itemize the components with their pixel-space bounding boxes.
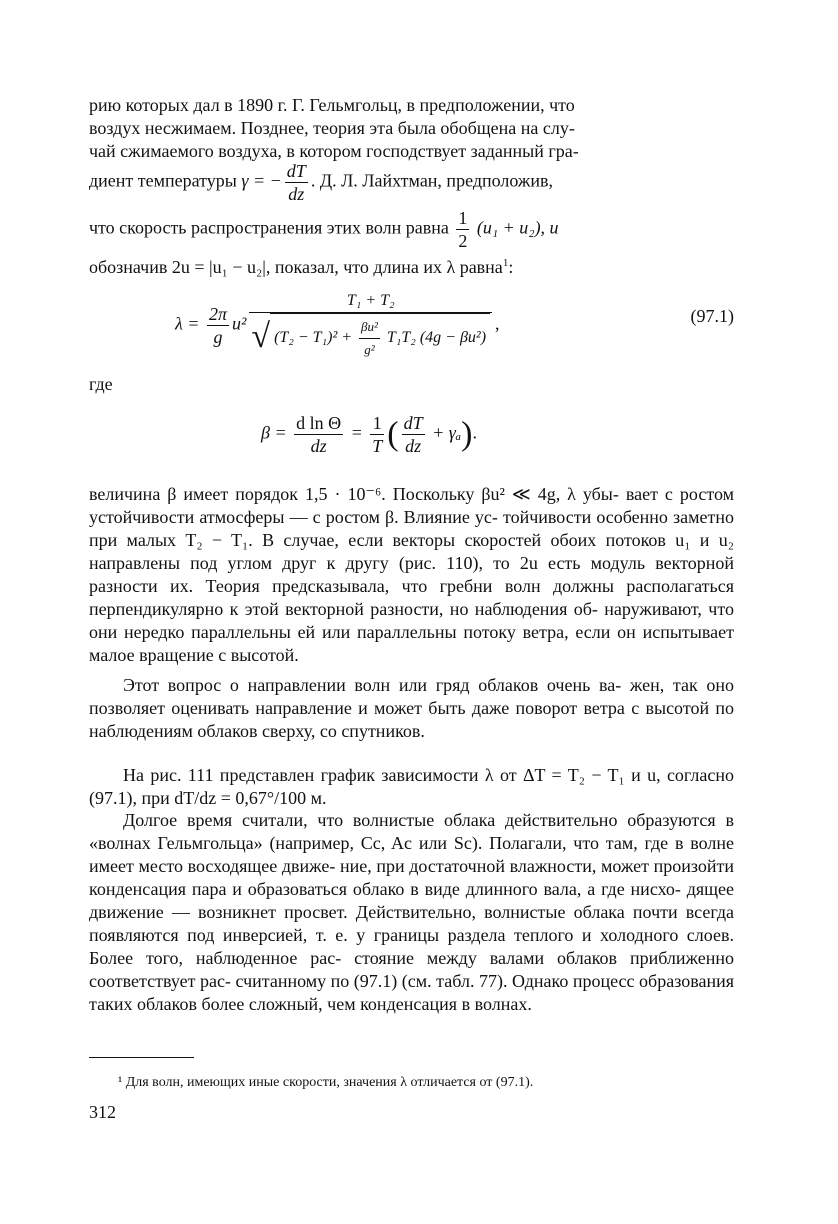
dlntheta-over-dz [294, 412, 343, 457]
sqrt-radicand [270, 313, 490, 361]
eq-lhs: β = [261, 422, 292, 443]
plus-gamma: + γₐ [427, 422, 462, 443]
paragraph-intro [89, 94, 734, 163]
fraction-denominator: T [372, 436, 383, 456]
eq-lhs: λ = [175, 313, 204, 334]
two-pi-over-g [207, 303, 229, 348]
fraction-denominator: dz [310, 436, 327, 456]
gradient-line [89, 160, 734, 205]
text-line: воздух несжимаем. Позднее, теория эта была обобщена на слу- [89, 118, 575, 138]
paragraph-text: Этот вопрос о направлении волн или гряд облаков очень ва- жен, так оно позволяет оценивать направление и может быть даже поворот ветра с высотой по наблюдениям облаков сверху, со спутников. [89, 675, 734, 741]
beta-u2-over-g2 [359, 316, 380, 361]
notation-line [89, 256, 734, 279]
gradient-fraction [285, 160, 308, 205]
main-numerator: T₁ + T₂ [249, 290, 492, 313]
fraction-denominator: g² [364, 342, 375, 357]
equation-97-1 [89, 290, 734, 360]
paragraph-text: величина β имеет порядок 1,5 · 10⁻⁶. Поскольку βu² ≪ 4g, λ убы- вает с ростом устойчивости атмосферы — с ростом β. Влияние ус- тойчивости особенно заметно при малых T₂ − T₁. В случае, если векторы скоростей обоих потоков u₁ и u₂ направлены под углом друг к другу (рис. 110), то 2u есть модуль векторной разности их. Теория предсказывала, что гребни волн должны располагаться перпендикулярно к этой векторной разности, но наблюдения об- наруживают, что они нередко параллельны ей или параллельны потоку ветра, если он испытывает малое вращение с высотой. [89, 484, 734, 665]
speed-line [89, 207, 734, 252]
sqrt-icon: √ [251, 318, 271, 355]
text-line: чай сжимаемого воздуха, в котором господствует заданный гра- [89, 141, 579, 161]
footnote-marker: ¹ [118, 1075, 123, 1090]
paragraph-direction [89, 674, 734, 743]
paren-close: ) [461, 415, 473, 453]
footnote-ref: 1 [502, 257, 509, 269]
footnote [118, 1074, 738, 1092]
text-fragment: что скорость распространения этих волн равна [89, 217, 449, 238]
paragraph-clouds [89, 809, 734, 1016]
text-line: рию которых дал в 1890 г. Г. Гельмгольц, в предположении, что [89, 95, 575, 115]
text-fragment: : [508, 257, 514, 277]
fraction-numerator: d ln Θ [296, 413, 342, 433]
paragraph-text: Долгое время считали, что волнистые облака действительно образуются в «волнах Гельмгольца» (например, Cc, Ac или Sc). Полагали, что там, где в волне имеет место восходящее движе- ние, при достаточной влажности, может произойти конденсация пара и образоваться облако в виде длинного вала, а где нисхо- дящее движение — возникнет просвет. Действительно, волнистые облака почти всегда появляются под инверсией, т. е. у границы раздела теплого и холодного слоев. Более того, наблюденное рас- стояние между валами облаков приближенно соответствует рас- считанному по (97.1) (см. табл. 77). Однако процесс образования таких облаков более сложный, чем конденсация в волнах. [89, 810, 734, 1014]
dt-over-dz [402, 412, 425, 457]
equation-body [261, 412, 477, 457]
speed-expression: (u₁ + u₂), и [476, 217, 559, 238]
eq-trail: , [495, 313, 500, 334]
fraction-numerator: 1 [458, 208, 468, 228]
one-over-t [370, 412, 384, 457]
fraction-denominator: dz [288, 184, 305, 204]
paragraph-figure [89, 764, 734, 810]
equation-beta [89, 412, 734, 470]
equation-number: (97.1) [690, 306, 734, 326]
radicand-part: (T₂ − T₁)² + [274, 329, 357, 347]
fraction-numerator: dT [286, 161, 306, 181]
footnote-divider [89, 1057, 194, 1058]
text-fragment: диент температуры [89, 170, 237, 191]
paragraph-text: На рис. 111 представлен график зависимости λ от ΔT = T₂ − T₁ и u, согласно (97.1), при dT/dz = 0,67°/100 м. [89, 765, 734, 808]
fraction-numerator: 2π [208, 304, 227, 324]
equation-body [175, 290, 500, 361]
fraction-denominator: dz [405, 436, 422, 456]
eq-equals: = [346, 422, 368, 443]
fraction-denominator: g [213, 327, 223, 347]
radicand-part: T₁T₂ (4g − βu²) [382, 329, 487, 347]
text-fragment: обозначив 2u = |u₁ − u₂|, показал, что длина их λ равна [89, 257, 503, 277]
half-fraction [456, 207, 469, 252]
square-root [251, 313, 490, 361]
text-fragment: . Д. Л. Лайхтман, предположив, [310, 170, 553, 191]
paragraph-beta [89, 483, 734, 667]
paren-open: ( [387, 415, 399, 453]
fraction-numerator: dT [403, 413, 423, 433]
page-number: 312 [89, 1102, 116, 1122]
main-denominator [249, 313, 492, 361]
u-squared: u² [231, 313, 247, 334]
footnote-text: Для волн, имеющих иные скорости, значения λ отличается от (97.1). [122, 1075, 534, 1090]
fraction-numerator: βu² [359, 316, 380, 339]
eq-trail: . [472, 422, 477, 443]
main-fraction [249, 290, 492, 361]
fraction-numerator: 1 [370, 412, 384, 435]
where-label: где [89, 374, 113, 394]
fraction-denominator: 2 [458, 231, 468, 251]
gamma-expression: γ = − [241, 170, 282, 191]
